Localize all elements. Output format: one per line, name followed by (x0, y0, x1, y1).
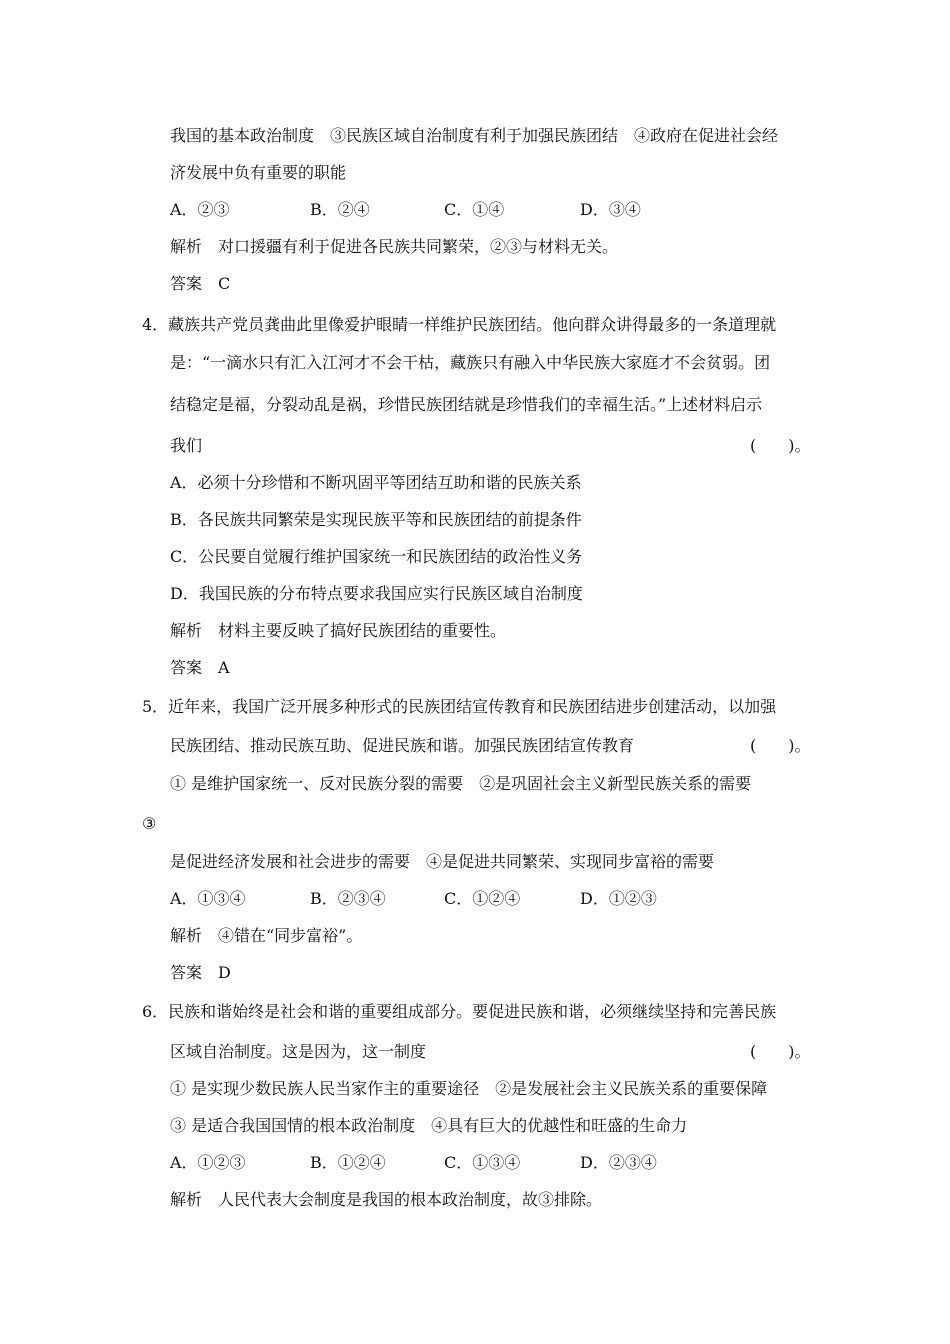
q4-analysis: 解析 材料主要反映了搞好民族团结的重要性。 (170, 621, 507, 640)
q6-answer-bracket: ( )。 (750, 1042, 811, 1061)
q5-statement-line-1: ① 是维护国家统一、反对民族分裂的需要 ②是巩固社会主义新型民族关系的需要 (170, 774, 752, 793)
q6-choice-b: B．①②④ (310, 1153, 386, 1172)
q5-choice-c: C．①②④ (444, 889, 521, 908)
q3-choice-b: B．②④ (310, 200, 370, 219)
q3-text-line-1: 我国的基本政治制度 ③民族区域自治制度有利于加强民族团结 ④政府在促进社会经 (170, 126, 779, 145)
q5-text-line-2: 民族团结、推动民族互助、促进民族和谐。加强民族团结宣传教育 (170, 736, 635, 755)
q3-analysis: 解析 对口援疆有利于促进各民族共同繁荣，②③与材料无关。 (170, 237, 619, 256)
q4-option-b: B．各民族共同繁荣是实现民族平等和民族团结的前提条件 (170, 510, 582, 529)
q6-text-line-1: 6．民族和谐始终是社会和谐的重要组成部分。要促进民族和谐，必须继续坚持和完善民族 (142, 1002, 777, 1021)
q6-choice-c: C．①③④ (444, 1153, 521, 1172)
q6-choice-a: A．①②③ (170, 1153, 246, 1172)
q6-statement-line-2: ③ 是适合我国国情的根本政治制度 ④具有巨大的优越性和旺盛的生命力 (170, 1116, 688, 1135)
q3-answer: 答案 C (170, 274, 231, 293)
q5-choice-b: B．②③④ (310, 889, 386, 908)
q6-text-line-2: 区域自治制度。这是因为，这一制度 (170, 1042, 427, 1061)
q4-option-d: D．我国民族的分布特点要求我国应实行民族区域自治制度 (170, 584, 583, 603)
q4-text-line-4: 我们 (170, 436, 203, 455)
q6-choice-d: D．②③④ (580, 1153, 657, 1172)
q4-answer: 答案 A (170, 658, 230, 677)
q4-answer-bracket: ( )。 (750, 436, 811, 455)
q5-choice-a: A．①③④ (170, 889, 246, 908)
q3-choice-a: A．②③ (170, 200, 230, 219)
q6-analysis: 解析 人民代表大会制度是我国的根本政治制度，故③排除。 (170, 1190, 603, 1209)
q5-statement-3-mark: ③ (142, 814, 157, 833)
q4-text-line-1: 4．藏族共产党员龚曲此里像爱护眼睛一样维护民族团结。他向群众讲得最多的一条道理就 (142, 315, 777, 334)
q3-choice-d: D．③④ (580, 200, 641, 219)
q4-text-line-3: 结稳定是福，分裂动乱是祸，珍惜民族团结就是珍惜我们的幸福生活。”上述材料启示 (170, 395, 763, 414)
q3-text-line-2: 济发展中负有重要的职能 (170, 163, 347, 182)
q3-choice-c: C．①④ (444, 200, 505, 219)
q5-statement-line-2: 是促进经济发展和社会进步的需要 ④是促进共同繁荣、实现同步富裕的需要 (170, 852, 715, 871)
q4-option-c: C．公民要自觉履行维护国家统一和民族团结的政治性义务 (170, 547, 583, 566)
q5-answer-bracket: ( )。 (750, 736, 811, 755)
q4-option-a: A．必须十分珍惜和不断巩固平等团结互助和谐的民族关系 (170, 473, 582, 492)
q6-statement-line-1: ① 是实现少数民族人民当家作主的重要途径 ②是发展社会主义民族关系的重要保障 (170, 1079, 768, 1098)
q4-text-line-2: 是：“一滴水只有汇入江河才不会干枯，藏族只有融入中华民族大家庭才不会贫弱。团 (170, 353, 771, 372)
q5-choice-d: D．①②③ (580, 889, 657, 908)
q5-answer: 答案 D (170, 963, 231, 982)
q5-text-line-1: 5．近年来，我国广泛开展多种形式的民族团结宣传教育和民族团结进步创建活动，以加强 (142, 697, 777, 716)
q5-analysis: 解析 ④错在“同步富裕”。 (170, 926, 363, 945)
